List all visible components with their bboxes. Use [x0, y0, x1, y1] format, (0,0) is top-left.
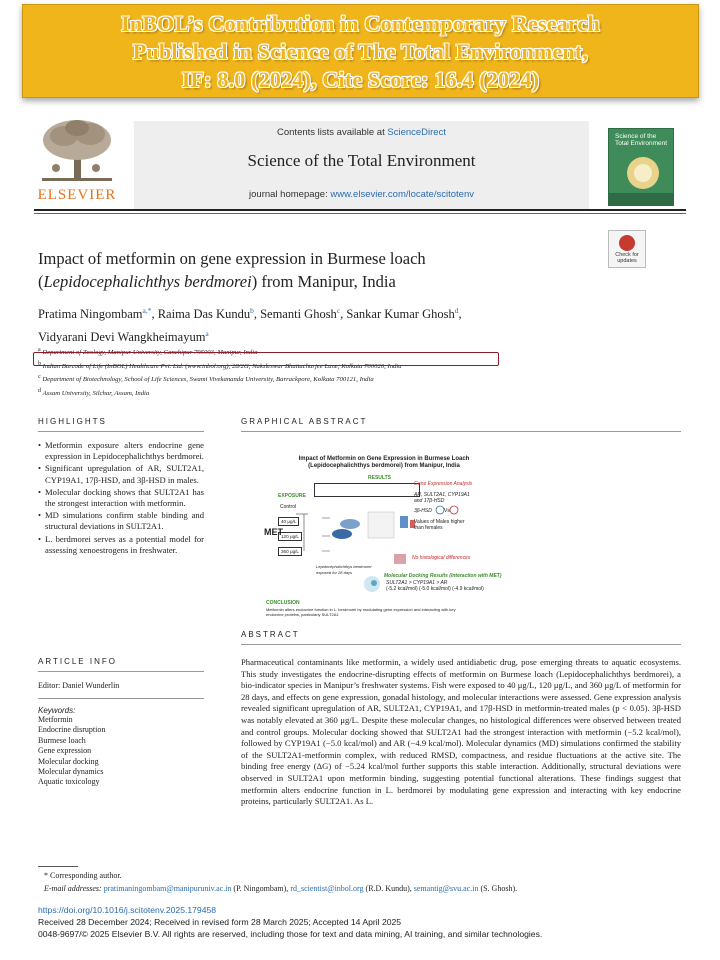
check-updates-label	[609, 252, 645, 264]
affil-text: Department of Biotechnology, School of Life Sciences, Swami Vivekananda University, Barrackpore, Kolkata 700121, India	[42, 376, 374, 384]
check-updates-line-2: updates	[617, 258, 637, 264]
keyword: Molecular dynamics	[38, 767, 104, 777]
email-label: E-mail addresses:	[44, 884, 104, 893]
ga-gene-list: AR, SULT2A1, CYP19A1 and 17β-HSD	[414, 492, 470, 504]
graphical-abstract-figure[interactable]	[264, 456, 504, 624]
email-link[interactable]: rd_scientist@inbol.org	[290, 884, 364, 893]
elsevier-wordmark: ELSEVIER	[37, 187, 117, 203]
footnote-rule	[38, 866, 78, 867]
banner-line-2: Published in Science of The Total Environment,	[132, 39, 589, 64]
author-sup[interactable]: b	[250, 306, 254, 315]
ga-docking-heading: Molecular Docking Results (Interaction with MET)	[384, 573, 502, 579]
keyword: Metformin	[38, 715, 73, 724]
email-link[interactable]: semantig@svu.ac.in	[413, 884, 479, 893]
affil-sup: c	[38, 374, 41, 381]
keyword: Endocrine disruption	[38, 725, 106, 735]
cover-title-line-1: Science of the	[615, 133, 657, 140]
author-sup[interactable]: c	[336, 306, 341, 315]
tree-icon	[34, 116, 120, 186]
keyword: Molecular docking	[38, 756, 99, 766]
affil-sup: b	[38, 360, 41, 367]
cover-title-line-2: Total Environment	[615, 140, 668, 147]
journal-info-box	[134, 121, 589, 209]
article-info-rule	[38, 671, 204, 672]
ga-fish-caption: Lepidocephalichthys berdmorei exposed for 28 days	[316, 564, 372, 575]
paper-title: Impact of metformin on gene expression in Burmese loach (Lepidocephalichthys berdmorei) from Manipur, India	[38, 249, 426, 291]
contents-prefix: Contents lists available at	[277, 127, 388, 138]
affil-sup: d	[38, 388, 41, 395]
keyword: Gene expression	[38, 746, 92, 756]
journal-header	[34, 116, 686, 208]
ga-title-line-1: Impact of Metformin on Gene Expression in Burmese Loach	[298, 456, 470, 462]
email-owner: (S. Ghosh).	[478, 884, 518, 893]
highlights-rule	[38, 431, 204, 432]
bullet-icon: •	[38, 440, 42, 450]
email-line	[44, 884, 517, 893]
banner-line-3: IF: 8.0 (2024), Cite Score: 16.4 (2024)	[181, 67, 540, 92]
author-name[interactable]: Sankar Kumar Ghosh	[346, 307, 455, 322]
check-for-updates-button[interactable]	[608, 230, 646, 268]
title-species: Lepidocephalichthys berdmorei	[43, 272, 252, 291]
email-owner: (R.D. Kundu),	[363, 884, 414, 893]
ga-conclusion-text: Metformin alters endocrine function in L. berdmorei by modulating gene expression and interacting with key endocrine proteins, particularly SULT2A1	[266, 607, 456, 617]
highlight-item	[38, 440, 204, 462]
author-name[interactable]: Vidyarani Devi Wangkheimayum	[38, 330, 206, 345]
inbol-affiliation-highlight	[33, 352, 499, 366]
ga-histology-label: No histological differences	[412, 555, 471, 561]
author-sup[interactable]: a,*	[142, 306, 152, 315]
bookmark-icon	[619, 235, 635, 251]
doi-link[interactable]: https://doi.org/10.1016/j.scitotenv.2025.179458	[38, 905, 217, 915]
ga-exposure-label: EXPOSURE	[278, 493, 306, 499]
cover-art-icon	[609, 129, 673, 205]
editor-line: Editor: Daniel Wunderlin	[38, 681, 120, 690]
highlight-item	[38, 534, 204, 556]
author-name[interactable]: Semanti Ghosh	[260, 307, 337, 322]
article-info-heading: ARTICLE INFO	[38, 657, 117, 666]
keyword: Burmese loach	[38, 735, 86, 745]
check-updates-line-1: Check for	[615, 252, 639, 258]
graphical-abstract-heading: GRAPHICAL ABSTRACT	[241, 417, 368, 426]
abstract-rule	[241, 644, 681, 645]
highlight-text: MD simulations confirm stable binding and structural deviations in SULT2A1.	[45, 510, 204, 532]
highlight-item	[38, 510, 204, 532]
keyword: Aquatic toxicology	[38, 777, 100, 787]
highlight-text: L. berdmorei serves as a potential model for assessing xenoestrogens in freshwater.	[45, 533, 204, 555]
highlights-list	[38, 440, 204, 557]
bullet-icon: •	[38, 463, 42, 474]
email-owner: (P. Ningombam),	[231, 884, 291, 893]
title-line-2-rest: ) from Manipur, India	[251, 272, 396, 291]
ga-gene-heading: Gene Expression Analysis	[414, 481, 473, 487]
email-link[interactable]: pratimaningombam@manipuruniv.ac.in	[103, 884, 232, 893]
ga-hsd-label: 3β-HSD	[414, 508, 432, 514]
author-name[interactable]: Raima Das Kundu	[157, 307, 251, 322]
highlight-text: Metformin exposure alters endocrine gene expression in Lepidocephalichthys berdmorei.	[45, 440, 204, 462]
homepage-prefix: journal homepage:	[249, 189, 331, 200]
ga-dose-360: 360 μg/L	[278, 547, 302, 556]
homepage-line	[134, 189, 589, 200]
elsevier-tree-logo	[34, 116, 120, 208]
title-line-1: Impact of metformin on gene expression in Burmese loach	[38, 249, 426, 268]
promo-banner	[22, 4, 699, 98]
author-sup[interactable]: d	[454, 306, 459, 315]
ga-vs-label: Vs	[444, 508, 450, 514]
author-name[interactable]: Pratima Ningombam	[38, 307, 143, 322]
header-rule	[34, 209, 686, 211]
ga-results-label: RESULTS	[368, 475, 391, 481]
ga-docking-order: SULT2A1 > CYP19A1 > AR	[386, 580, 448, 586]
highlight-text: Significant upregulation of AR, SULT2A1, CYP19A1, 17β-HSD, and 3β-HSD in males.	[45, 463, 204, 485]
keywords-title: Keywords:	[38, 706, 76, 715]
sciencedirect-link[interactable]: ScienceDirect	[387, 127, 446, 138]
affil-text: Indian Barcode of Life (InBOL) Healthcare Pvt. Ltd. (www.inbol.org), 28/2G, Naksleswar Bhattacharjee Lane, Kolkata 700026, India	[42, 362, 402, 370]
affiliation	[38, 372, 678, 386]
ga-control-label: Control	[280, 504, 297, 510]
highlight-text: Molecular docking shows that SULT2A1 has the strongest interaction with metformin.	[45, 486, 204, 509]
header-rule-thin	[34, 213, 686, 214]
copyright-line: 0048-9697/© 2025 Elsevier B.V. All rights are reserved, including those for text and data mining, AI training, and similar technologies.	[38, 929, 543, 939]
ga-dose-40: 40 μg/L	[278, 517, 299, 526]
graphical-abstract-rule	[241, 431, 681, 432]
author-sup[interactable]: a	[205, 329, 209, 339]
highlight-item	[38, 487, 204, 509]
journal-title: Science of the Total Environment	[247, 151, 476, 170]
journal-cover[interactable]	[608, 128, 674, 206]
author-list: Pratima Ningombam$^{a,*}$, Raima Das Kundu$^b$, Semanti Ghosh$^c$, Sankar Kumar Ghosh$^d$, Vidyarani Devi Wangkheimayum$^a$	[38, 306, 462, 345]
highlight-item	[38, 463, 204, 485]
affil-text: Assam University, Silchar, Assam, India	[42, 390, 150, 398]
abstract-text: Pharmaceutical contaminants like metformin, a widely used antidiabetic drug, pose emerging threats to aquatic ecosystems. This study investigates the endocrine-disrupting effects of metformin on Burmese loach (Lepidocephalichthys berdmorei), a bio-indicator species in Manipur’s freshwater systems. Fish were exposed to 40 μg/L, 120 μg/L, and 360 μg/L of metformin for 28 days, and effects on gene expression, gonadal histology, and molecular interactions were assessed. Gene expression analysis revealed significant upregulation of AR, SULT2A1, CYP19A1, and 17β-HSD in metformin-treated males (p < 0.05). 3β-HSD was notably elevated at 360 μg/L. Despite these molecular changes, no histological differences were observed between treated and control groups. Molecular docking showed that SULT2A1 had the strongest interaction with metformin (−5.2 kcal/mol), followed by CYP19A1 (−5.0 kcal/mol) and AR (−4.9 kcal/mol). Molecular dynamics (MD) simulations confirmed the stability of the SULT2A1-metformin complex, with reduced RMSD, compactness, and residue fluctuations at the active site. The binding free energy (ΔG) of −5.24 kcal/mol further supports this stable interaction. Additionally, structural deviations were observed in SULT2A1 upon metformin binding, suggesting potential functional alterations. These findings suggest that metformin alters endocrine function in L. berdmorei by modulating gene expression and interacting with key endocrine proteins, particularly SULT2A1. As L.	[241, 657, 681, 807]
corresponding-author-note: * Corresponding author.	[44, 871, 122, 880]
ga-docking-energies: (-5.2 kcal/mol) (-5.0 kcal/mol) (-4.9 kcal/mol)	[386, 586, 484, 592]
contents-line	[134, 127, 589, 138]
ga-met-label: MET	[264, 527, 283, 537]
journal-homepage-link[interactable]: www.elsevier.com/locate/scitotenv	[330, 189, 474, 200]
ga-dose-120: 120 μg/L	[278, 532, 302, 541]
bullet-icon: •	[38, 510, 42, 521]
ga-males-note: Values of Males higher than females	[414, 519, 465, 531]
received-dates: Received 28 December 2024; Received in revised form 28 March 2025; Accepted 14 April 2025	[38, 917, 402, 927]
abstract-heading: ABSTRACT	[241, 630, 300, 639]
affiliation	[38, 386, 678, 400]
bullet-icon: •	[38, 533, 42, 544]
editor-rule	[38, 698, 204, 699]
highlights-heading: HIGHLIGHTS	[38, 417, 107, 426]
ga-conclusion-label: CONCLUSION	[266, 600, 300, 606]
banner-line-1: InBOL’s Contribution in Contemporary Research	[121, 11, 600, 36]
ga-title-line-2: (Lepidocephalichthys berdmorei) from Manipur, India	[308, 463, 460, 469]
keywords-list	[38, 715, 105, 788]
bullet-icon: •	[38, 486, 42, 497]
affil-text: Department of Zoology, Manipur University, Canchipur 795003, Manipur, India	[42, 349, 258, 357]
affil-sup: a	[38, 347, 41, 353]
